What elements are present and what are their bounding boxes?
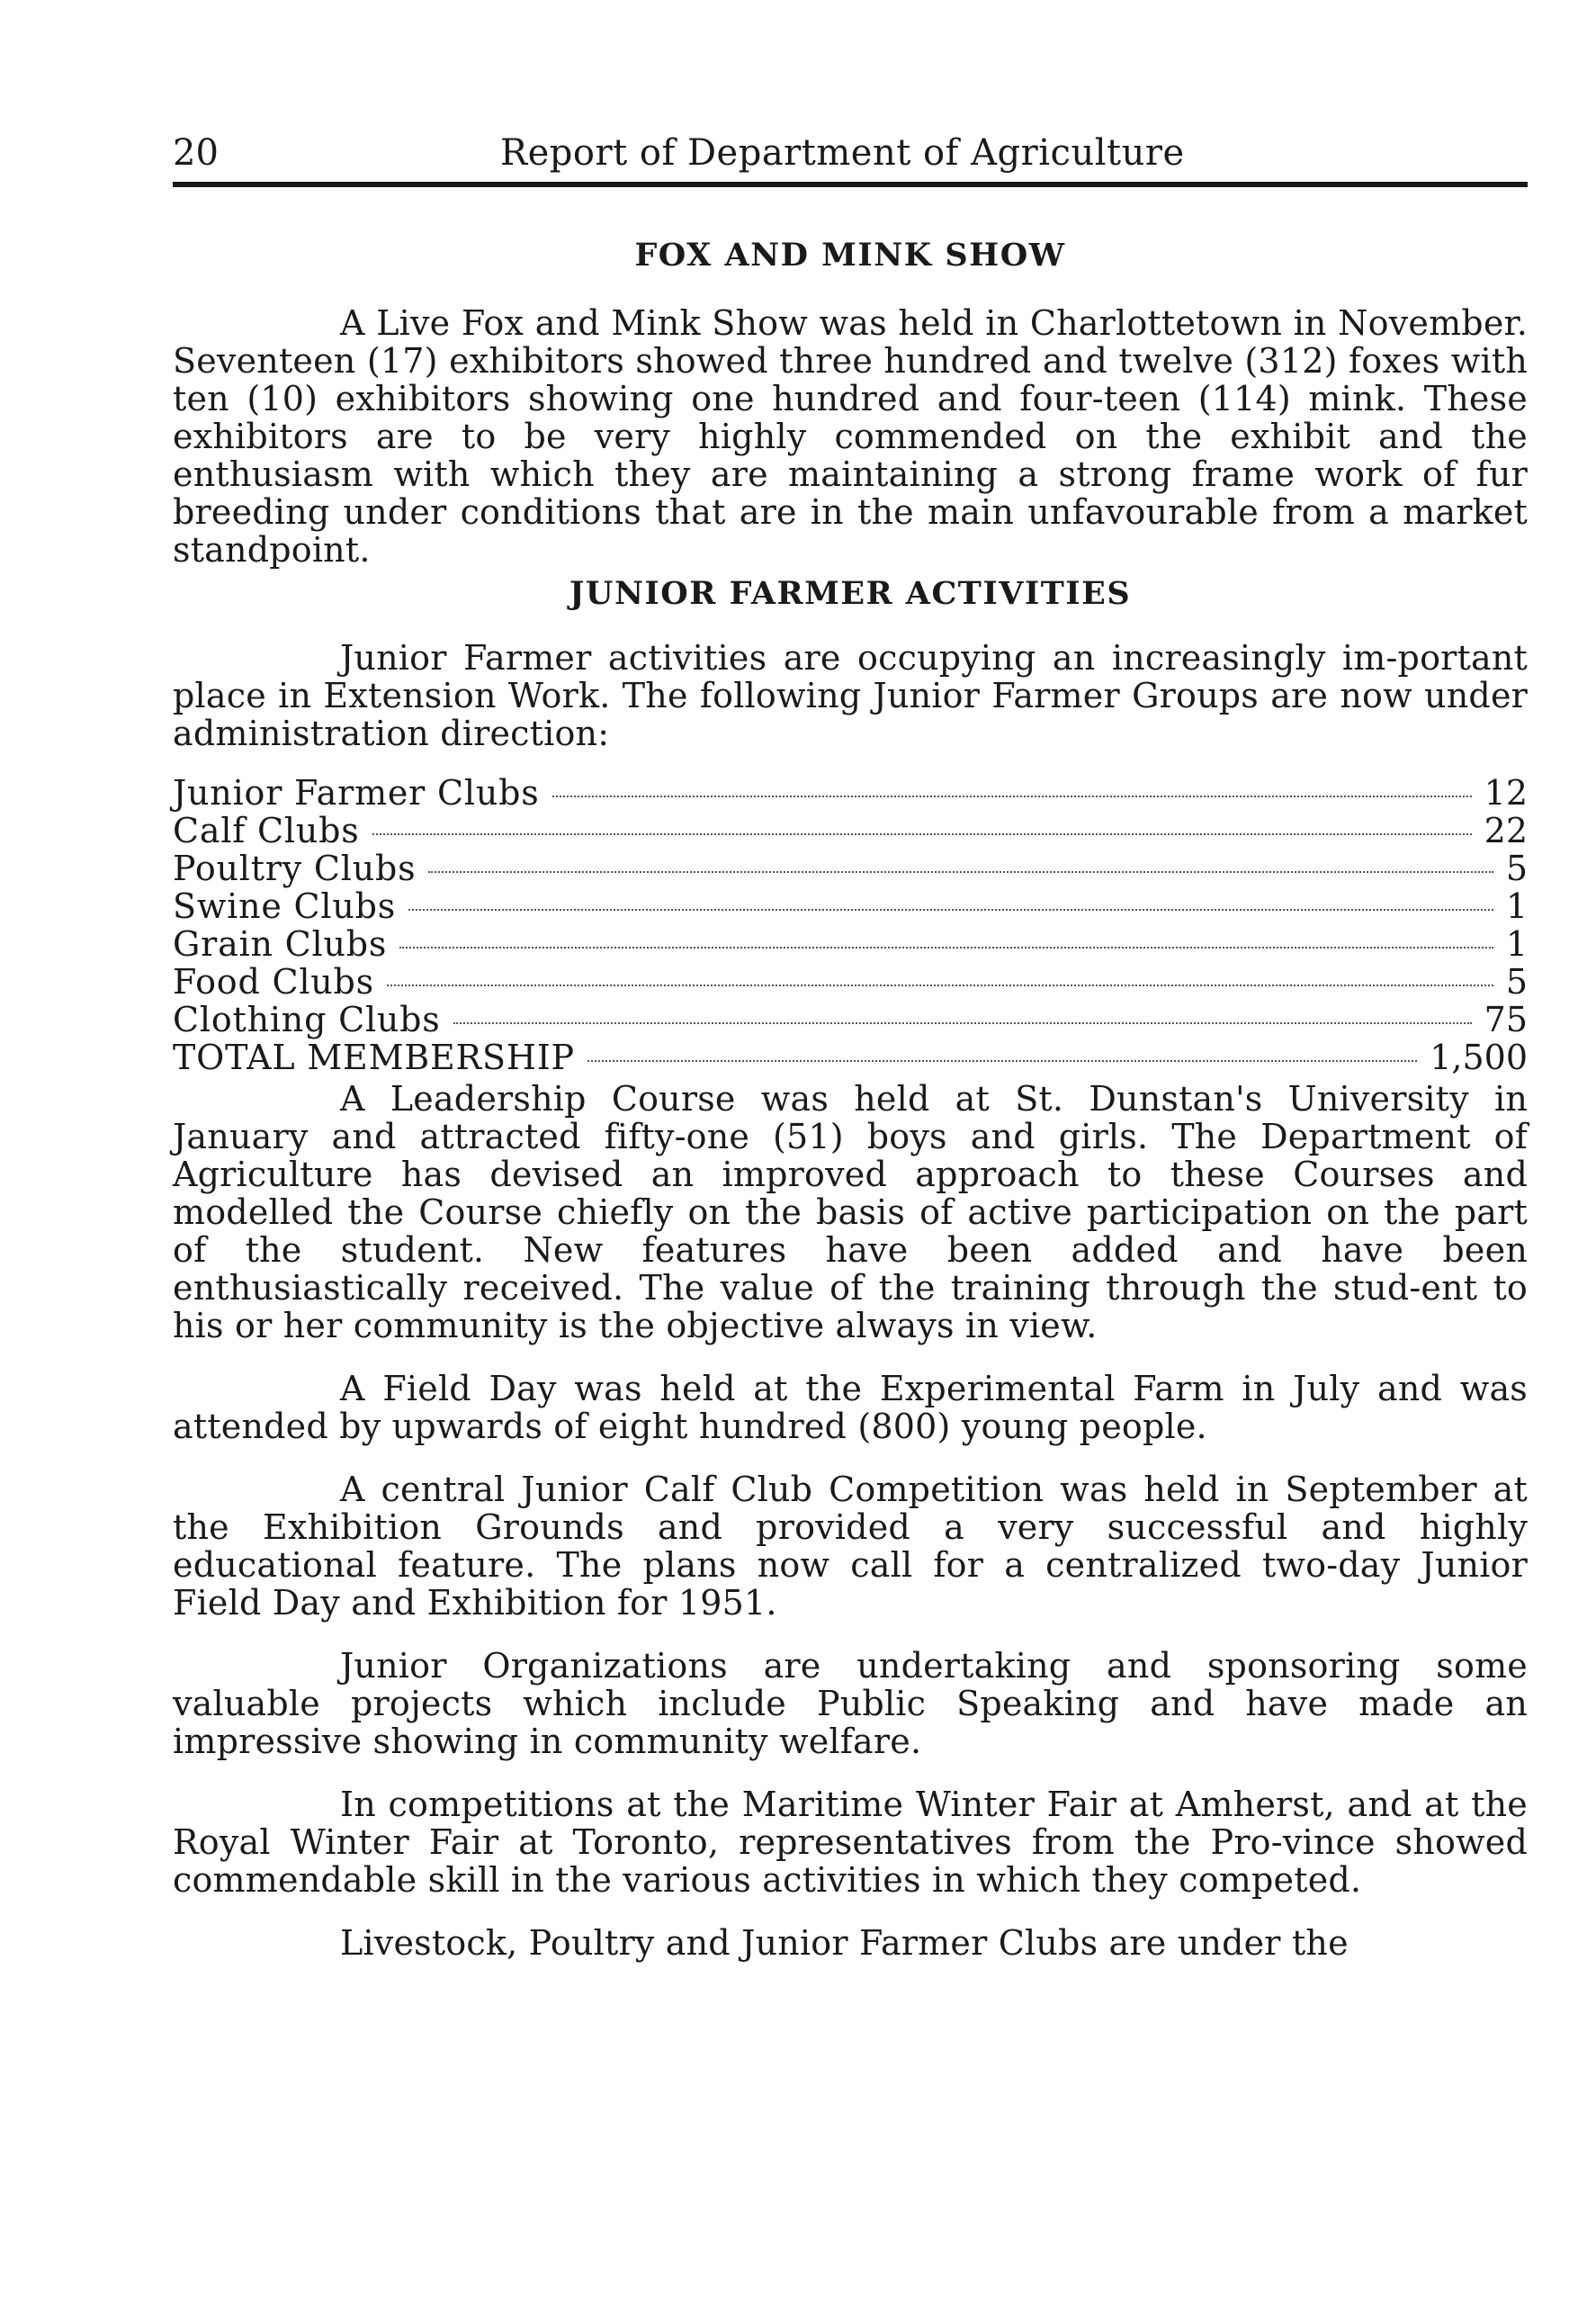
club-name: Grain Clubs	[173, 924, 388, 964]
running-title: Report of Department of Agriculture	[500, 132, 1185, 174]
list-item	[173, 1001, 1528, 1039]
club-count: 1	[1505, 886, 1528, 926]
dot-leader	[387, 985, 1493, 986]
header-rule	[173, 182, 1528, 187]
document-page	[173, 126, 1528, 1962]
dot-leader	[408, 909, 1493, 911]
list-item	[173, 963, 1528, 1001]
paragraph-junior-intro: Junior Farmer activities are occupying an increasingly im-portant place in Extension Work. The following Junior Farmer Groups are now under administration direction:	[173, 638, 1528, 753]
club-name: Swine Clubs	[173, 886, 397, 926]
paragraph-fox-mink: A Live Fox and Mink Show was held in Charlottetown in November. Seventeen (17) exhibitors showed three hundred and twelve (312) foxes with ten (10) exhibitors showing one hundred and four-teen (114) mink. These exhibitors are to be very highly commended on the exhibit and the enthusiasm with which they are maintaining a strong frame work of fur breeding under conditions that are in the main unfavourable from a market standpoint.	[173, 303, 1528, 570]
list-item-total	[173, 1039, 1528, 1076]
list-item	[173, 925, 1528, 963]
club-name: TOTAL MEMBERSHIP	[173, 1038, 575, 1077]
dot-leader	[453, 1022, 1472, 1024]
paragraph-livestock: Livestock, Poultry and Junior Farmer Clubs are under the	[340, 1923, 1349, 1963]
paragraph-junior-organizations: Junior Organizations are undertaking and sponsoring some valuable projects which include Public Speaking and have made an impressive showing in community welfare.	[173, 1646, 1528, 1761]
club-name: Junior Farmer Clubs	[173, 773, 540, 813]
list-item	[173, 774, 1528, 812]
club-name: Calf Clubs	[173, 811, 360, 850]
dot-leader	[372, 833, 1472, 835]
club-count: 75	[1484, 1000, 1528, 1039]
club-count: 12	[1484, 773, 1528, 813]
dot-leader	[552, 796, 1472, 797]
list-item	[173, 850, 1528, 887]
dot-leader	[587, 1060, 1417, 1062]
running-header	[173, 126, 1528, 180]
clubs-list	[173, 774, 1528, 1076]
dot-leader	[399, 947, 1493, 949]
club-count: 1	[1505, 924, 1528, 964]
paragraph-competitions: In competitions at the Maritime Winter Fair at Amherst, and at the Royal Winter Fair at Toronto, representatives from the Pro-vince showed commendable skill in the various activities in which they competed.	[173, 1785, 1528, 1900]
section-heading-fox-mink: FOX AND MINK SHOW	[634, 237, 1066, 274]
paragraph-leadership-course: A Leadership Course was held at St. Dunstan's University in January and attracted fifty-one (51) boys and girls. The Department of Agriculture has devised an improved approach to these Courses and modelled the Course chiefly on the basis of active participation on the part of the student. New features have been added and have been enthusiastically received. The value of the training through the stud-ent to his or her community is the objective always in view.	[173, 1079, 1528, 1345]
club-name: Poultry Clubs	[173, 849, 417, 888]
club-count: 5	[1505, 962, 1528, 1002]
dot-leader	[428, 871, 1493, 873]
club-count: 5	[1505, 849, 1528, 888]
paragraph-field-day: A Field Day was held at the Experimental Farm in July and was attended by upwards of eight hundred (800) young people.	[173, 1369, 1528, 1446]
club-count: 22	[1484, 811, 1528, 850]
paragraph-calf-club: A central Junior Calf Club Competition was held in September at the Exhibition Grounds and provided a very successful and highly educational feature. The plans now call for a centralized two-day Junior Field Day and Exhibition for 1951.	[173, 1470, 1528, 1623]
section-heading-junior-farmer: JUNIOR FARMER ACTIVITIES	[569, 575, 1132, 612]
club-name: Food Clubs	[173, 962, 374, 1002]
list-item	[173, 812, 1528, 850]
list-item	[173, 887, 1528, 925]
club-name: Clothing Clubs	[173, 1000, 441, 1039]
club-count: 1,500	[1430, 1038, 1528, 1077]
page-number: 20	[173, 132, 219, 174]
